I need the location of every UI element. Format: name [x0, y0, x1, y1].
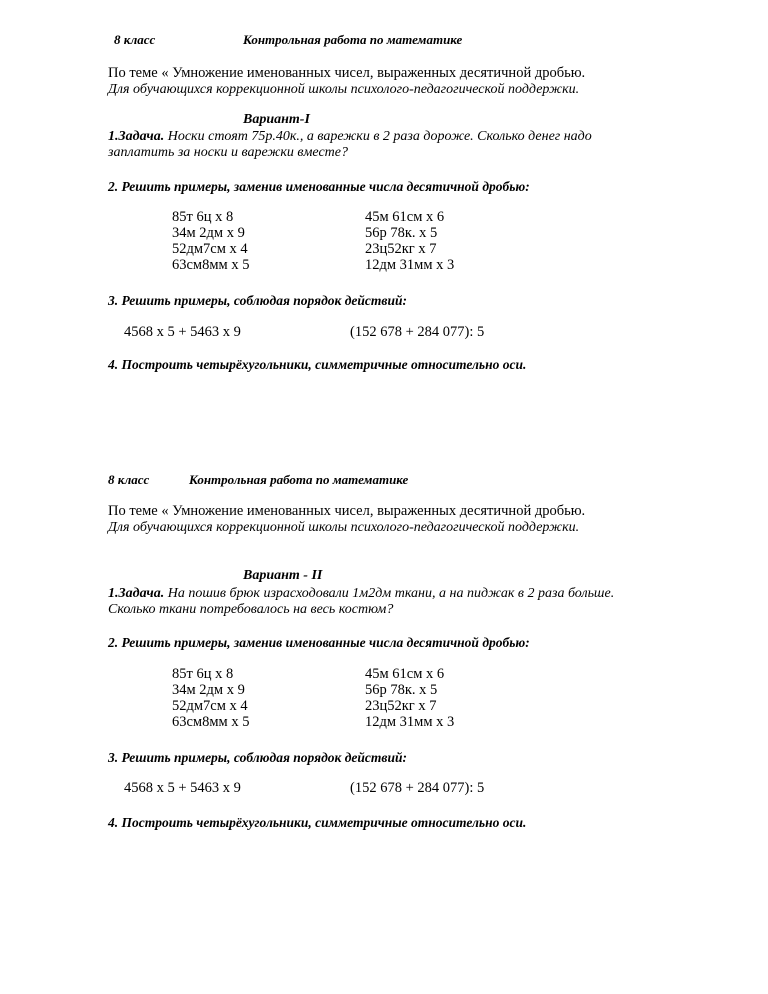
task1-label: 1.Задача. — [108, 586, 165, 601]
task2-heading: 2. Решить примеры, заменив именованные числа десятичной дробью: — [108, 635, 530, 650]
task2-right-item: 45м 61см х 6 — [365, 209, 445, 225]
task3-left-expression: 4568 х 5 + 5463 х 9 — [124, 780, 241, 796]
task1-label: 1.Задача. — [108, 129, 165, 144]
audience-line: Для обучающихся коррекционной школы психолого-педагогической поддержки. — [108, 82, 580, 97]
task3-right-expression: (152 678 + 284 077): 5 — [350, 780, 485, 796]
topic-line: По теме « Умножение именованных чисел, выраженных десятичной дробью. — [108, 65, 586, 81]
variant-title: Вариант - II — [243, 568, 323, 583]
task2-left-item: 34м 2дм х 9 — [172, 225, 245, 241]
task3-heading: 3. Решить примеры, соблюдая порядок действий: — [108, 750, 407, 765]
variant-title: Вариант-I — [243, 112, 310, 127]
task2-left-item: 34м 2дм х 9 — [172, 682, 245, 698]
task1-text: Носки стоят 75р.40к., а варежки в 2 раза дороже. Сколько денег надо — [164, 129, 592, 144]
task2-left-item: 52дм7см х 4 — [172, 241, 248, 257]
task2-left-item: 63см8мм х 5 — [172, 257, 250, 273]
task2-heading: 2. Решить примеры, заменив именованные числа десятичной дробью: — [108, 179, 530, 194]
grade-label: 8 класс — [108, 472, 150, 487]
task4-heading: 4. Построить четырёхугольники, симметричные относительно оси. — [108, 357, 527, 372]
task3-right-expression: (152 678 + 284 077): 5 — [350, 324, 485, 340]
task1-line2: Сколько ткани потребовалось на весь костюм? — [108, 602, 394, 617]
page-title: Контрольная работа по математике — [243, 32, 463, 47]
task2-right-item: 56р 78к. х 5 — [365, 682, 438, 698]
audience-line: Для обучающихся коррекционной школы психолого-педагогической поддержки. — [108, 520, 580, 535]
task2-right-item: 45м 61см х 6 — [365, 666, 445, 682]
task1-line1 — [108, 585, 614, 602]
task1-line2: заплатить за носки и варежки вместе? — [108, 145, 348, 160]
task1-line1 — [108, 128, 592, 145]
task2-right-item: 23ц52кг х 7 — [365, 241, 437, 257]
task2-left-item: 52дм7см х 4 — [172, 698, 248, 714]
task2-right-item: 23ц52кг х 7 — [365, 698, 437, 714]
task3-heading: 3. Решить примеры, соблюдая порядок действий: — [108, 293, 407, 308]
task2-right-item: 56р 78к. х 5 — [365, 225, 438, 241]
task2-right-item: 12дм 31мм х 3 — [365, 257, 455, 273]
topic-line: По теме « Умножение именованных чисел, выраженных десятичной дробью. — [108, 503, 586, 519]
task3-left-expression: 4568 х 5 + 5463 х 9 — [124, 324, 241, 340]
task2-left-item: 85т 6ц х 8 — [172, 209, 234, 225]
task2-left-item: 85т 6ц х 8 — [172, 666, 234, 682]
page-title: Контрольная работа по математике — [189, 472, 409, 487]
grade-label: 8 класс — [114, 32, 156, 47]
task4-heading: 4. Построить четырёхугольники, симметричные относительно оси. — [108, 815, 527, 830]
task2-right-item: 12дм 31мм х 3 — [365, 714, 455, 730]
task1-text: На пошив брюк израсходовали 1м2дм ткани, а на пиджак в 2 раза больше. — [164, 586, 615, 601]
task2-left-item: 63см8мм х 5 — [172, 714, 250, 730]
